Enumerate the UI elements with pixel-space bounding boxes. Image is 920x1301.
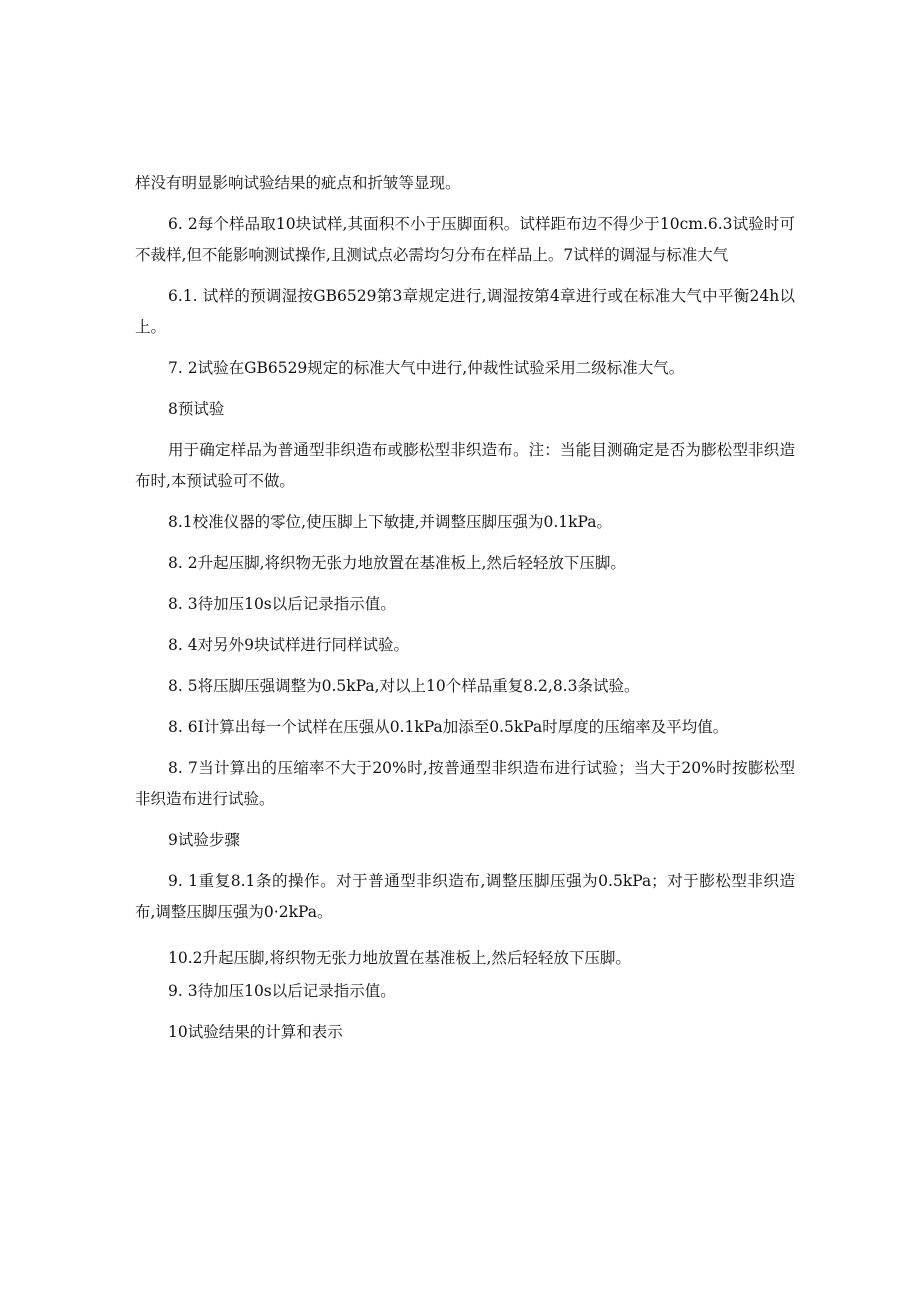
paragraph-8-1: 8.1校准仪器的零位,使压脚上下敏捷,并调整压脚压强为0.1kPa。 (168, 513, 613, 531)
paragraph-continuation: 样没有明显影响试验结果的疵点和折皱等显现。 (135, 174, 461, 192)
paragraph-10-2: 10.2升起压脚,将织物无张力地放置在基准板上,然后轻轻放下压脚。 (168, 949, 631, 967)
paragraph-7-2: 7. 2试验在GB6529规定的标准大气中进行,仲裁性试验采用二级标准大气。 (168, 359, 685, 377)
paragraph-8-5: 8. 5将压脚压强调整为0.5kPa,对以上10个样品重复8.2,8.3条试验。 (168, 677, 640, 695)
paragraph-8-7: 8. 7当计算出的压缩率不大于20%时,按普通型非织造布进行试验；当大于20%时按膨松型非织造布进行试验。 (135, 759, 795, 808)
paragraph-9-1: 9. 1重复8.1条的操作。对于普通型非织造布,调整压脚压强为0.5kPa；对于膨松型非织造布,调整压脚压强为0·2kPa。 (135, 872, 795, 921)
paragraph-8-3: 8. 3待加压10s以后记录指示值。 (168, 595, 396, 613)
heading-9: 9试验步骤 (168, 831, 240, 849)
paragraph-8-intro: 用于确定样品为普通型非织造布或膨松型非织造布。注：当能目测确定是否为膨松型非织造布时,本预试验可不做。 (135, 441, 795, 490)
paragraph-8-2: 8. 2升起压脚,将织物无张力地放置在基准板上,然后轻轻放下压脚。 (168, 554, 626, 572)
heading-8: 8预试验 (168, 400, 225, 418)
paragraph-8-4: 8. 4对另外9块试样进行同样试验。 (168, 636, 409, 654)
paragraph-8-6: 8. 6I计算出每一个试样在压强从0.1kPa加添至0.5kPa时厚度的压缩率及平均值。 (168, 718, 729, 736)
paragraph-9-3: 9. 3待加压10s以后记录指示值。 (168, 982, 396, 1000)
paragraph-6-2: 6. 2每个样品取10块试样,其面积不小于压脚面积。试样距布边不得少于10cm.6.3试验时可不裁样,但不能影响测试操作,且测试点必需均匀分布在样品上。7试样的调湿与标准大气 (135, 215, 795, 264)
paragraph-6-1: 6.1. 试样的预调湿按GB6529第3章规定进行,调湿按第4章进行或在标准大气中平衡24h以上。 (135, 287, 795, 336)
heading-10: 10试验结果的计算和表示 (168, 1023, 343, 1041)
document-body (135, 168, 795, 1048)
